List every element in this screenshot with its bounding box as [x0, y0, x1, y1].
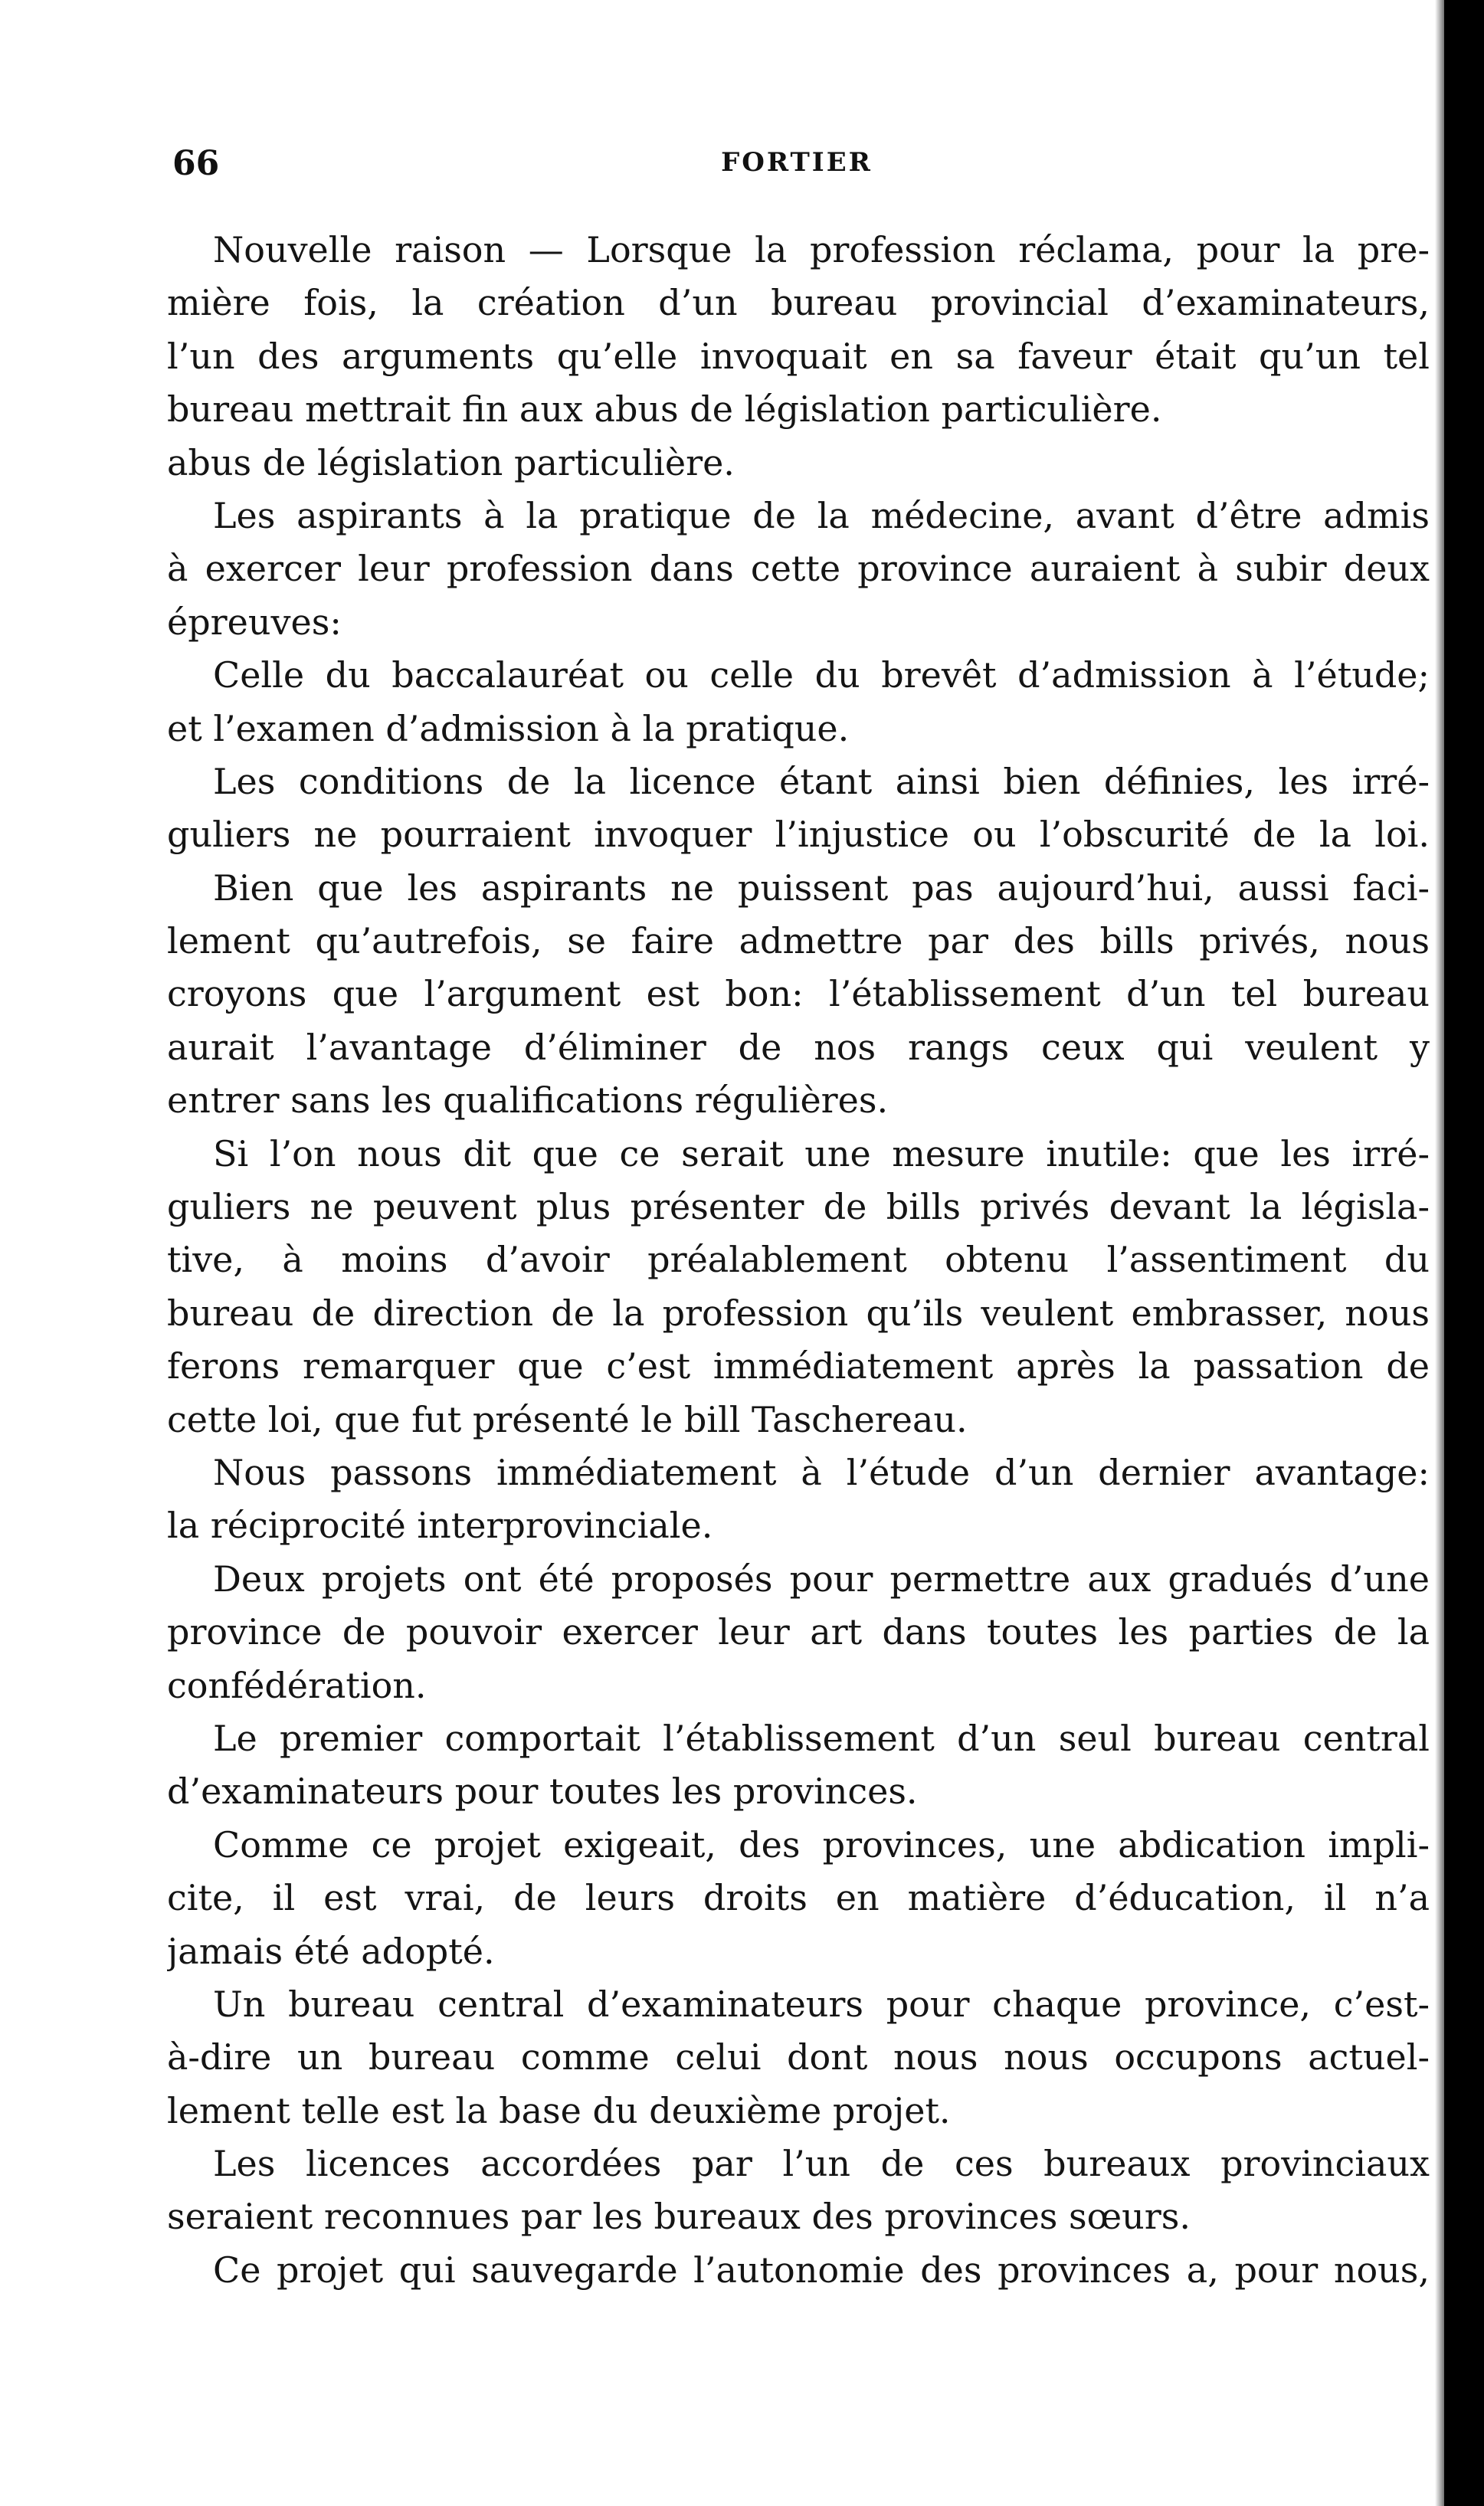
- text-line: à exercer leur profession dans cette province auraient à subir deux: [167, 548, 1430, 590]
- text-line: aurait l’avantage d’éliminer de nos rangs ceux qui veulent y: [167, 1026, 1430, 1068]
- text-line: Les licences accordées par l’un de ces bureaux provinciaux: [213, 2143, 1430, 2185]
- text-line: jamais été adopté.: [167, 1930, 495, 1972]
- text-line: la réciprocité interprovinciale.: [167, 1505, 713, 1547]
- scan-edge-shadow: [1444, 0, 1484, 2506]
- text-line: et l’examen d’admission à la pratique.: [167, 707, 850, 749]
- text-line: Les conditions de la licence étant ainsi bien définies, les irré-: [213, 760, 1430, 802]
- body-text: [167, 224, 1430, 2297]
- text-line: province de pouvoir exercer leur art dans toutes les parties de la: [167, 1611, 1430, 1653]
- page-number: 66: [172, 144, 220, 183]
- text-line: Celle du baccalauréat ou celle du brevêt d’admission à l’étude;: [213, 654, 1430, 696]
- text-line: Nous passons immédiatement à l’étude d’un dernier avantage:: [213, 1451, 1430, 1493]
- text-line: Deux projets ont été proposés pour permettre aux gradués d’une: [213, 1558, 1430, 1600]
- running-head: [172, 144, 1421, 190]
- text-line: croyons que l’argument est bon: l’établissement d’un tel bureau: [167, 973, 1430, 1015]
- text-line: d’examinateurs pour toutes les provinces.: [167, 1771, 918, 1813]
- text-line: à-dire un bureau comme celui dont nous nous occupons actuel-: [167, 2036, 1430, 2079]
- text-line: tive, à moins d’avoir préalablement obtenu l’assentiment du: [167, 1239, 1430, 1281]
- text-line: l’un des arguments qu’elle invoquait en sa faveur était qu’un tel: [167, 335, 1430, 377]
- text-line: lement telle est la base du deuxième projet.: [167, 2089, 951, 2131]
- text-line: abus de législation particulière.: [167, 441, 735, 483]
- text-line: Si l’on nous dit que ce serait une mesure inutile: que les irré-: [213, 1132, 1430, 1174]
- text-line: cette loi, que fut présenté le bill Taschereau.: [167, 1398, 968, 1440]
- text-line: Comme ce projet exigeait, des provinces, une abdication impli-: [213, 1823, 1430, 1866]
- text-line: confédération.: [167, 1664, 427, 1706]
- text-line: ferons remarquer que c’est immédiatement après la passation de: [167, 1345, 1430, 1387]
- text-line: lement qu’autrefois, se faire admettre par des bills privés, nous: [167, 920, 1430, 962]
- text-line: Le premier comportait l’établissement d’un seul bureau central: [213, 1717, 1430, 1759]
- text-line: bureau de direction de la profession qu’ils veulent embrasser, nous: [167, 1292, 1430, 1334]
- text-line: mière fois, la création d’un bureau provincial d’examinateurs,: [167, 282, 1430, 324]
- text-line: guliers ne peuvent plus présenter de bills privés devant la législa-: [167, 1186, 1430, 1228]
- text-line: épreuves:: [167, 601, 342, 643]
- text-line: Nouvelle raison — Lorsque la profession réclama, pour la pre-: [213, 229, 1430, 270]
- text-line: seraient reconnues par les bureaux des provinces sœurs.: [167, 2196, 1191, 2238]
- text-line: bureau mettrait fin aux abus de législation particulière.: [167, 388, 1162, 431]
- text-line: Bien que les aspirants ne puissent pas aujourd’hui, aussi faci-: [213, 866, 1430, 909]
- running-title: FORTIER: [721, 147, 873, 178]
- text-line: Les aspirants à la pratique de la médecine, avant d’être admis: [213, 494, 1430, 536]
- text-line: entrer sans les qualifications régulières.: [167, 1079, 889, 1122]
- text-line: Ce projet qui sauvegarde l’autonomie des provinces a, pour nous,: [213, 2249, 1430, 2291]
- text-line: Un bureau central d’examinateurs pour chaque province, c’est-: [213, 1983, 1430, 2025]
- text-line: cite, il est vrai, de leurs droits en matière d’éducation, il n’a: [167, 1877, 1430, 1919]
- text-line: guliers ne pourraient invoquer l’injustice ou l’obscurité de la loi.: [167, 814, 1430, 856]
